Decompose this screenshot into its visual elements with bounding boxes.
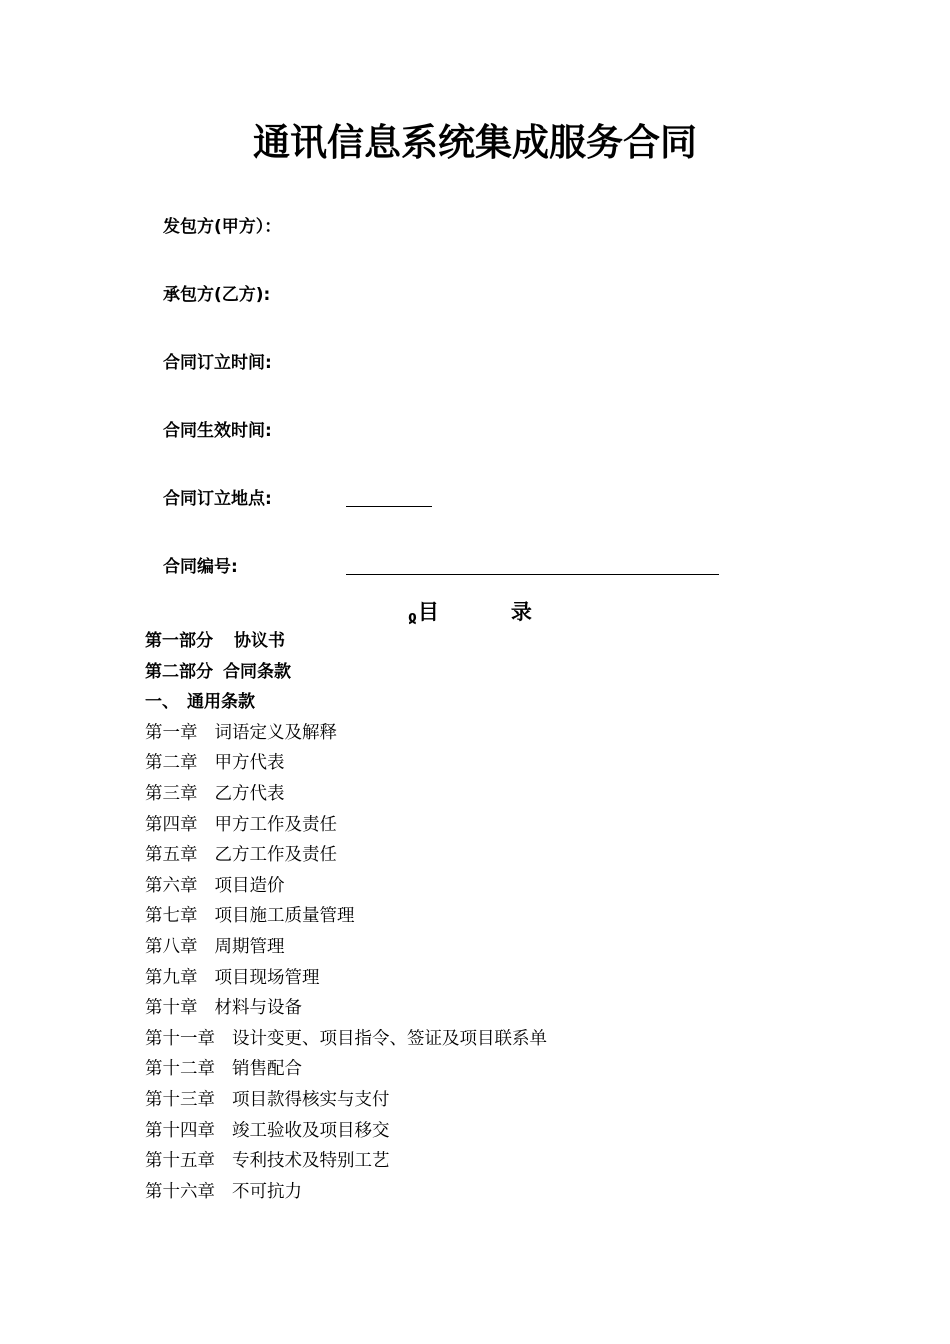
toc-heading-left: 目 [417, 600, 439, 624]
toc-item: 第八章 周期管理 [145, 936, 285, 957]
toc-item: 第四章 甲方工作及责任 [145, 814, 337, 835]
toc-item: 第十章 材料与设备 [145, 998, 302, 1019]
toc-item: 第六章 项目造价 [145, 875, 285, 896]
toc-item: 第十四章 竣工验收及项目移交 [145, 1120, 390, 1141]
toc-item: 第二部分 合同条款 [145, 661, 291, 682]
toc-item: 第九章 项目现场管理 [145, 967, 320, 988]
field-contract-number-label: 合同编号: [163, 557, 238, 577]
toc-item: 第十一章 设计变更、项目指令、签证及项目联系单 [145, 1028, 547, 1049]
toc-heading-mark: ჲ [408, 607, 417, 626]
toc-item: 第十二章 销售配合 [145, 1059, 302, 1080]
toc-item: 第二章 甲方代表 [145, 753, 285, 774]
contract-number-blank-line [346, 574, 719, 575]
field-contractor-label: 承包方(乙方): [163, 285, 271, 305]
toc-item: 第七章 项目施工质量管理 [145, 906, 355, 927]
document-title: 通讯信息系统集成服务合同 [253, 121, 697, 164]
toc-item: 第一章 词语定义及解释 [145, 722, 337, 743]
toc-item: 第十三章 项目款得核实与支付 [145, 1089, 390, 1110]
toc-item: 第三章 乙方代表 [145, 783, 285, 804]
toc-item: 第十六章 不可抗力 [145, 1181, 302, 1202]
toc-item: 第五章 乙方工作及责任 [145, 845, 337, 866]
toc-item: 一、 通用条款 [145, 692, 255, 713]
field-effective-date-label: 合同生效时间: [163, 421, 272, 441]
toc-heading-right: 录 [510, 600, 532, 624]
toc-item: 第十五章 专利技术及特别工艺 [145, 1151, 390, 1172]
field-signing-date-label: 合同订立时间: [163, 353, 272, 373]
toc-item: 第一部分 协议书 [145, 631, 285, 651]
field-employer-label: 发包方(甲方）： [163, 217, 282, 237]
signing-place-blank-line [346, 506, 432, 507]
field-signing-place-label: 合同订立地点: [163, 489, 272, 509]
table-of-contents [145, 626, 547, 1207]
